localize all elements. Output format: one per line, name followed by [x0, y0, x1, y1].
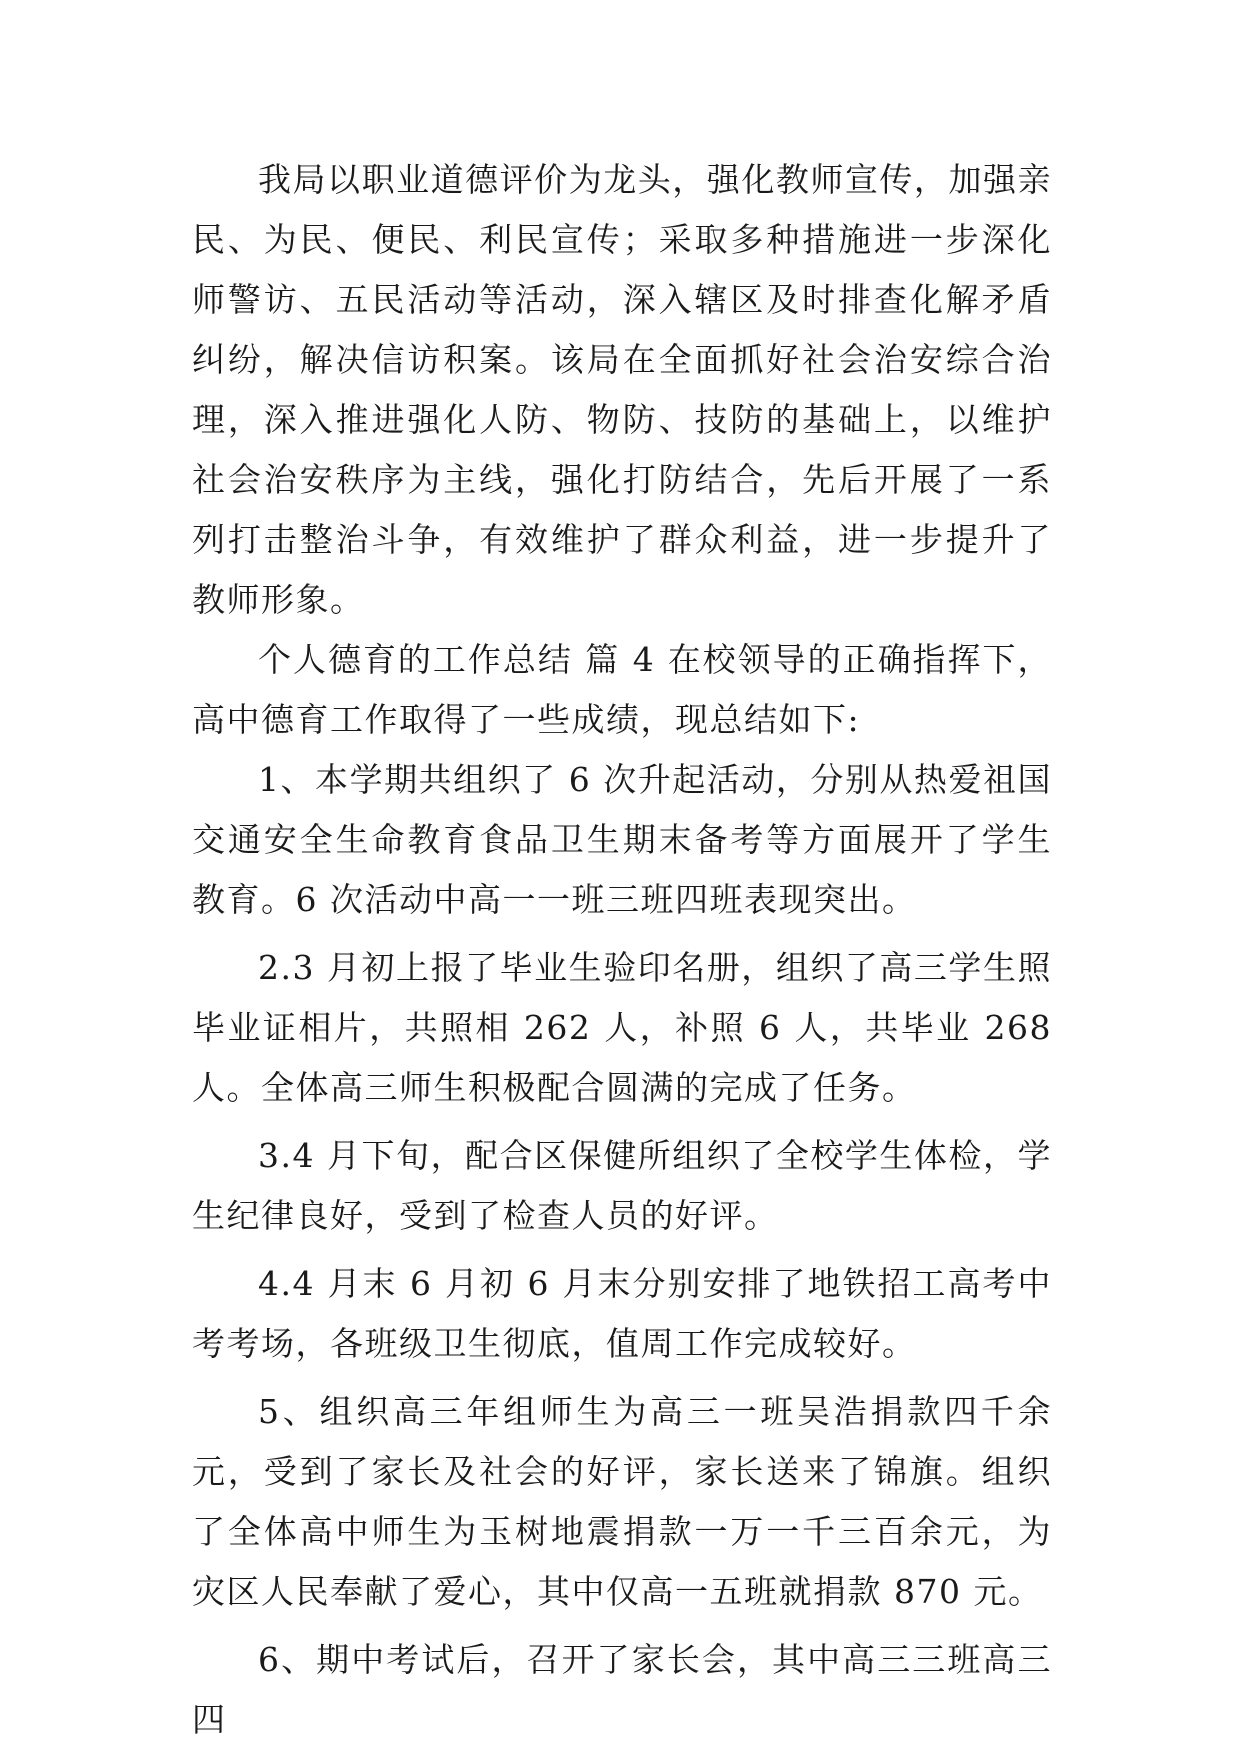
paragraph-6: 4.4 月末 6 月初 6 月末分别安排了地铁招工高考中考考场，各班级卫生彻底，值周工作完成较好。: [192, 1264, 1052, 1363]
document-body: [192, 150, 1052, 1750]
paragraph-1: 我局以职业道德评价为龙头，强化教师宣传，加强亲民、为民、便民、利民宣传；采取多种措施进一步深化师警访、五民活动等活动，深入辖区及时排查化解矛盾纠纷，解决信访积案。该局在全面抓好社会治安综合治理，深入推进强化人防、物防、技防的基础上，以维护社会治安秩序为主线，强化打防结合，先后开展了一系列打击整治斗争，有效维护了群众利益，进一步提升了教师形象。: [192, 160, 1052, 619]
paragraph-5: 3.4 月下旬，配合区保健所组织了全校学生体检，学生纪律良好，受到了检查人员的好评。: [192, 1136, 1052, 1235]
paragraph-7: 5、组织高三年组师生为高三一班吴浩捐款四千余元，受到了家长及社会的好评，家长送来了锦旗。组织了全体高中师生为玉树地震捐款一万一千三百余元，为灾区人民奉献了爱心，其中仅高一五班就捐款 870 元。: [192, 1392, 1052, 1611]
paragraph-3: 1、本学期共组织了 6 次升起活动，分别从热爱祖国交通安全生命教育食品卫生期末备考等方面展开了学生教育。6 次活动中高一一班三班四班表现突出。: [192, 760, 1052, 919]
paragraph-4: 2.3 月初上报了毕业生验印名册，组织了高三学生照毕业证相片，共照相 262 人，补照 6 人，共毕业 268 人。全体高三师生积极配合圆满的完成了任务。: [192, 948, 1052, 1107]
paragraph-8: 6、期中考试后，召开了家长会，其中高三三班高三四: [192, 1640, 1052, 1739]
paragraph-2: 个人德育的工作总结 篇 4 在校领导的正确指挥下，高中德育工作取得了一些成绩，现总结如下:: [192, 640, 1052, 739]
